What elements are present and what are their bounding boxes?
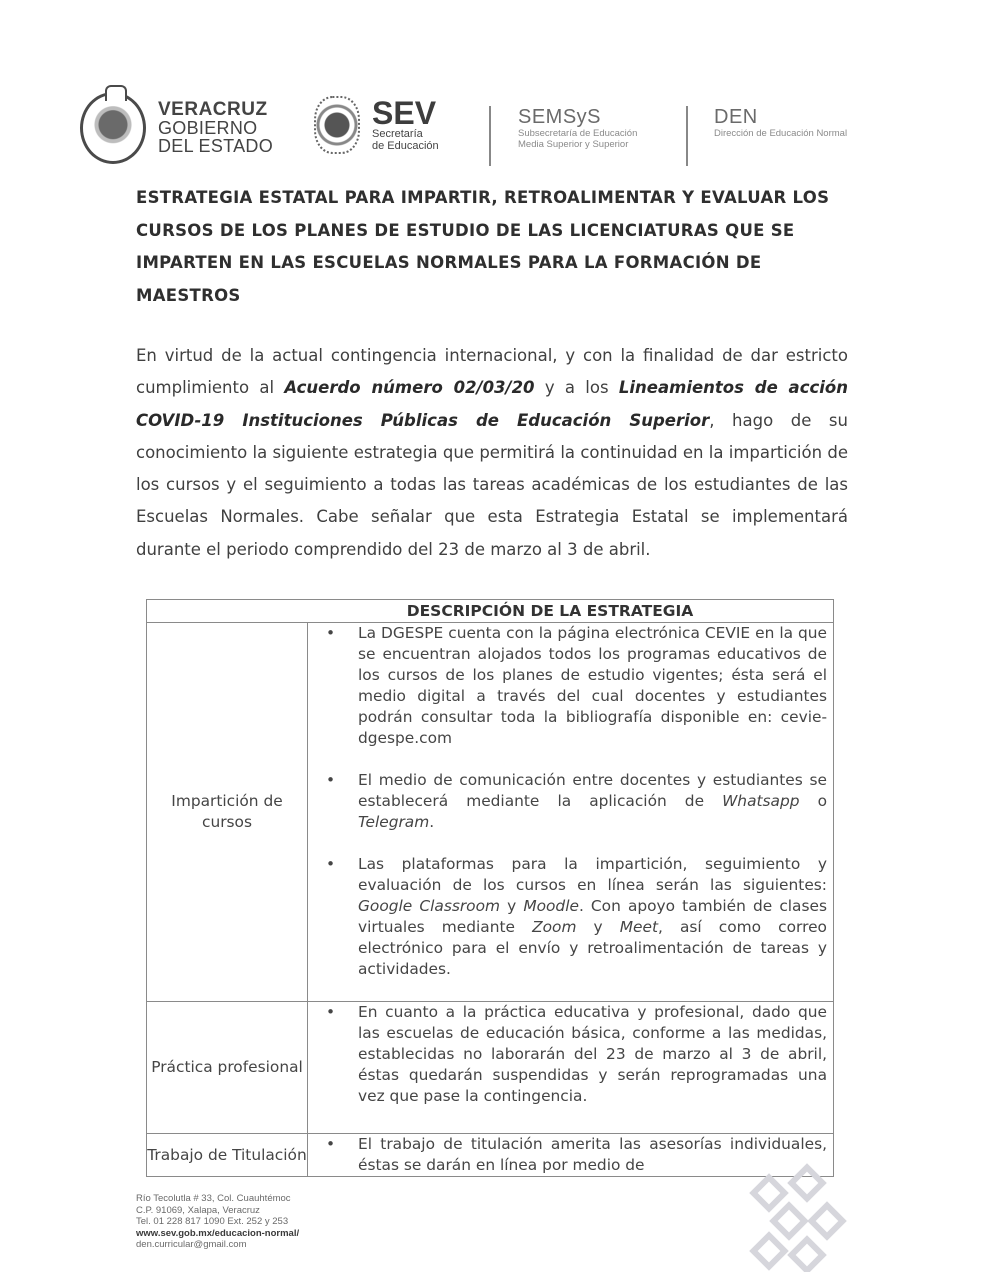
semsys-line2: Media Superior y Superior	[518, 139, 629, 150]
table-row	[147, 1002, 834, 1134]
bullet-list	[332, 623, 827, 980]
row-content	[308, 1002, 834, 1134]
intro-paragraph	[136, 340, 848, 566]
row-label: Trabajo de Titulación	[147, 1134, 308, 1177]
sev-logo	[310, 92, 439, 158]
sev-line2: de Educación	[372, 140, 439, 152]
document-title: ESTRATEGIA ESTATAL PARA IMPARTIR, RETROALIMENTAR Y EVALUAR LOS CURSOS DE LOS PLANES DE ESTUDIO DE LAS LICENCIATURAS QUE SE IMPARTEN EN LAS ESCUELAS NORMALES PARA LA FORMACIÓN DE MAESTROS	[136, 188, 830, 305]
table-row	[147, 1134, 834, 1177]
veracruz-seal-icon	[80, 92, 146, 164]
row-label: Impartición de cursos	[147, 623, 308, 1002]
den-line1: Dirección de Educación Normal	[714, 128, 848, 139]
den-acronym: DEN	[714, 106, 758, 128]
semsys-acronym: SEMSyS	[518, 106, 602, 128]
intro-text: , hago de su conocimiento la siguiente estrategia que permitirá la continuidad en la impartición de los cursos y el seguimiento a todas las tareas académicas de los estudiantes de las Escuelas Normales. Cabe señalar que esta Estrategia Estatal se implementará durante el periodo comprendido del 23 de marzo al 3 de abril.	[136, 410, 848, 559]
table-header-row	[147, 600, 834, 623]
table-row	[147, 623, 834, 1002]
list-item: • Las plataformas para la impartición, seguimiento y evaluación de los cursos en línea serán las siguientes: Google Classroom y Moodle. Con apoyo también de clases virtuales mediante Zoom y Meet, así como correo electrónico para el envío y retroalimentación de tareas y actividades.	[358, 854, 827, 980]
lineamientos-reference: Lineamientos de acción COVID-19 Instituciones Públicas de Educación Superior	[136, 378, 848, 430]
row-content	[308, 623, 834, 1002]
address-line: Río Tecolutla # 33, Col. Cuauhtémoc	[136, 1193, 291, 1204]
sev-seal-icon	[310, 92, 364, 158]
del-estado-text: DEL ESTADO	[158, 136, 274, 156]
header-divider	[686, 106, 688, 166]
row-label: Práctica profesional	[147, 1002, 308, 1134]
intro-text: y a los	[534, 378, 619, 398]
phone-line: Tel. 01 228 817 1090 Ext. 252 y 253	[136, 1216, 289, 1227]
semsys-line1: Subsecretaría de Educación	[518, 128, 638, 139]
footer-address	[136, 1193, 299, 1251]
letterhead	[80, 92, 920, 172]
list-item: • En cuanto a la práctica educativa y profesional, dado que las escuelas de educación básica, conforme a las medidas, establecidas no laborarán del 23 de marzo al 3 de abril, éstas quedarán suspendidas y serán reprogramadas una vez que pase la contingencia.	[358, 1002, 827, 1107]
sev-line1: Secretaría	[372, 128, 423, 140]
den-logo	[714, 106, 847, 139]
address-line: C.P. 91069, Xalapa, Veracruz	[136, 1204, 260, 1216]
acuerdo-reference: Acuerdo número 02/03/20	[284, 378, 535, 398]
list-item: • El trabajo de titulación amerita las asesorías individuales, éstas se darán en línea por medio de	[358, 1134, 827, 1176]
email-link[interactable]: den.curricular@gmail.com	[136, 1239, 247, 1250]
list-item: • El medio de comunicación entre docentes y estudiantes se establecerá mediante la aplicación de Whatsapp o Telegram.	[358, 770, 827, 833]
sev-acronym: SEV	[372, 95, 437, 131]
intro-text: En virtud de la actual contingencia internacional, y con la finalidad de dar estricto cumplimiento al	[136, 346, 848, 398]
header-divider	[489, 106, 491, 166]
veracruz-logo	[80, 92, 273, 164]
website-link[interactable]: www.sev.gob.mx/educacion-normal/	[136, 1227, 300, 1239]
strategy-table	[146, 599, 834, 1177]
veracruz-name: VERACRUZ	[158, 99, 268, 120]
ornament-pattern-icon	[738, 1162, 848, 1272]
table-header: DESCRIPCIÓN DE LA ESTRATEGIA	[147, 600, 834, 623]
list-item: • La DGESPE cuenta con la página electrónica CEVIE en la que se encuentran alojados todos los programas educativos de los cursos de los planes de estudio vigentes; ésta será el medio digital a través del cual docentes y estudiantes podrán consultar toda la bibliografía disponible en: cevie-dgespe.com	[358, 623, 827, 749]
bullet-list	[332, 1002, 827, 1107]
gobierno-text: GOBIERNO	[158, 118, 258, 138]
semsys-logo	[518, 106, 637, 150]
